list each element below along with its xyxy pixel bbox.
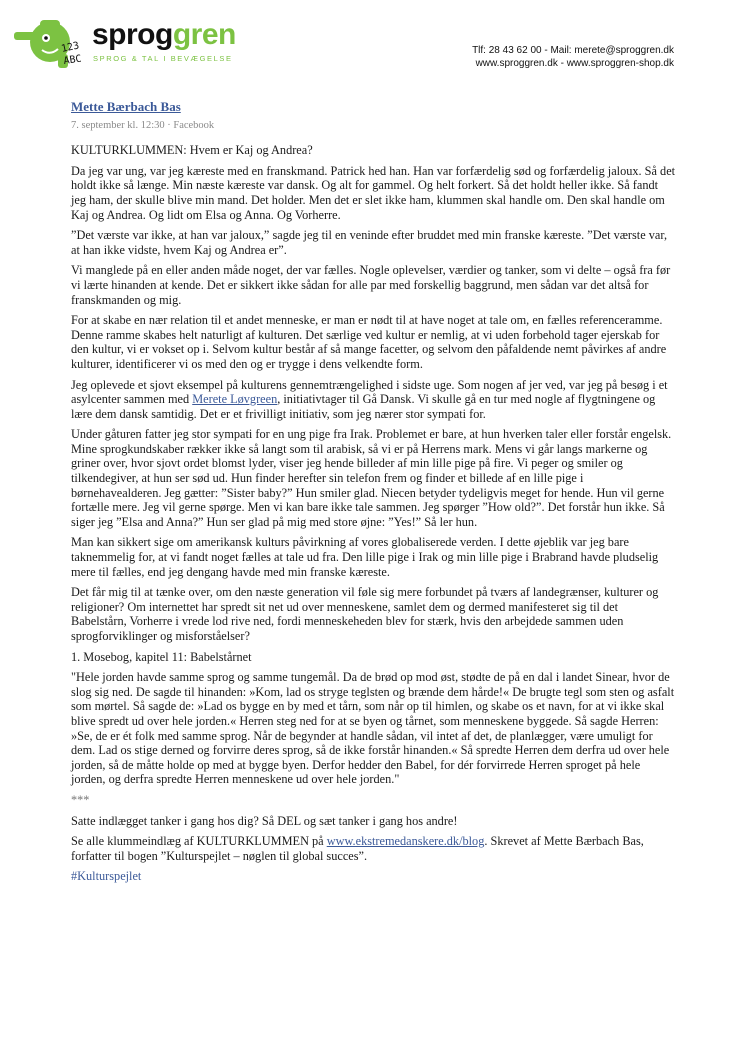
brand-part-gren: gren bbox=[172, 18, 236, 51]
brand-name bbox=[92, 18, 236, 52]
post-meta: 7. september kl. 12:30 · Facebook bbox=[71, 119, 215, 131]
brand-part-sprog: sprog bbox=[92, 18, 173, 51]
page-header bbox=[0, 0, 746, 90]
paragraph-5 bbox=[71, 378, 676, 422]
post-content bbox=[71, 100, 676, 890]
blog-reference bbox=[71, 834, 676, 863]
paragraph-2: ”Det værste var ikke, at han var jaloux,” sagde jeg til en veninde efter bruddet med min franske kæreste. ”Det værste var, at han ikke vidste, hvem Kaj og Andrea er”. bbox=[71, 228, 668, 257]
contact-websites: www.sproggren.dk - www.sproggren-shop.dk bbox=[475, 58, 674, 69]
blog-reference-text-after: . Skrevet af Mette Bærbach Bas, forfatter til bogen ”Kulturspejlet – nøglen til global succes”. bbox=[71, 834, 644, 863]
paragraph-3: Vi manglede på en eller anden måde noget, der var fælles. Nogle oplevelser, værdier og tanker, som vi delte – også fra før vi lærte hinanden at kende. Det er sikkert ikke sådan for alle par med forskellig baggrund, men sådan var det altså for franskmanden og mig. bbox=[71, 263, 671, 307]
post-author-link[interactable]: Mette Bærbach Bas bbox=[71, 99, 181, 114]
merete-lovgreen-link[interactable]: Merete Løvgreen bbox=[192, 392, 278, 407]
svg-text:ABC: ABC bbox=[62, 53, 83, 67]
section-divider: *** bbox=[71, 792, 90, 807]
post-title: KULTURKLUMMEN: Hvem er Kaj og Andrea? bbox=[71, 143, 313, 158]
paragraph-7: Man kan sikkert sige om amerikansk kulturs påvirkning af vores globaliserede verden. I dette øjeblik var jeg bare taknemmelig for, at vi fandt noget fælles at tale ud fra. Den lille pige i Irak og min lille pige i Brabrand havde pludselig mere til fælles, end jeg dengang havde med min franske kæreste. bbox=[71, 535, 659, 579]
paragraph-5-text-before: Jeg oplevede et sjovt eksempel på kulturens gennemtrængelighed i sidste uge. Som nogen af jer ved, var jeg på besøg i et asylcenter sammen med bbox=[71, 377, 668, 407]
paragraph-1: Da jeg var ung, var jeg kæreste med en franskmand. Patrick hed han. Han var forfærdelig sød og forfærdelig jaloux. Så det holdt ikke så længe. Min næste kæreste var dansk. Og alt for gammel. Og helt forkert. Så det holdt heller ikke. Så fandt jeg ham, der skulle blive min mand. Det holder. Men det er slet ikke ham, klummen skal handle om. Den skal handle om Kaj og Andrea. Og lidt om Elsa og Anna. Og Vorherre. bbox=[71, 163, 676, 222]
paragraph-4: For at skabe en nær relation til et andet menneske, er man er nødt til at have noget at tale om, en fælles referenceramme. Denne ramme skabes helt naturligt af kulturen. Det særlige ved kultur er nemlig, at vi uden forbehold tager ejerskab for den kultur, vi er vokset op i. Selvom kultur består af så mange facetter, og selvom den påfaldende nemt påvirkes af andre kulturer, identificerer vi os med den og er trygge i dens velkendte form. bbox=[71, 313, 667, 371]
paragraph-6: Under gåturen fatter jeg stor sympati for en ung pige fra Irak. Problemet er bare, at hun hverken taler eller forstår engelsk. Mine sprogkundskaber rækker ikke så langt som til arabisk, så vi er på Herrens mark. Mens vi går langs markerne og griner over, hvor sjovt ordet blomst lyder, viser jeg hende billeder af min lille pige på fire. Vi peger og smiler og tilkendegiver, at hun ser sød ud. Hun finder herefter sin telefon frem og finder et billede af en lille pige i børnehavealderen. Jeg gætter: ”Sister baby?” Hun smiler glad. Niecen betyder tydeligvis meget for hende. Hun vil gerne fortælle mere. Jeg vil gerne spørge. Men vi kan bare ikke tale sammen. Jeg spørger ”How old?”. Det forstår hun ikke. Så siger jeg ”Elsa and Anna?” Hun ser glad på mig med store øjne: ”Yes!” Så ler hun. bbox=[71, 427, 672, 529]
brand-tagline: SPROG & TAL I BEVÆGELSE bbox=[93, 54, 233, 63]
hashtag-link[interactable]: #Kulturspejlet bbox=[71, 869, 142, 884]
share-call-to-action: Satte indlægget tanker i gang hos dig? Så DEL og sæt tanker i gang hos andre! bbox=[71, 813, 458, 828]
scripture-quote: "Hele jorden havde samme sprog og samme tungemål. Da de brød op mod øst, stødte de på en dal i landet Sinear, hvor de slog sig ned. De sagde til hinanden: »Kom, lad os stryge teglsten og brænde dem hårde!« De brugte tegl som sten og asfalt som mørtel. Så sagde de: »Lad os bygge en by med et tårn, som når op til himlen, og skabe os et navn, for at vi ikke skal blive spredt ud over hele jorden.« Herren steg ned for at se byen og tårnet, som menneskene byggede. Så sagde Herren: »Se, de er ét folk med samme sprog. Når de begynder at handle sådan, vil intet af det, de planlægger, være umuligt for dem. Lad os stige derned og forvirre deres sprog, så de ikke forstår hinanden.« Så spredte Herren dem derfra ud over hele jorden, så de måtte holde op med at bygge byen. Derfor hedder den Babel, for dér forvirrede Herren sproget på hele jorden, og derfra spredte Herren menneskene ud over hele jorden." bbox=[71, 670, 675, 787]
paragraph-8: Det får mig til at tænke over, om den næste generation vil føle sig mere forbundet på tværs af landegrænser, kulturer og religioner? Om internettet har spredt sit net ud over menneskene, samlet dem og dermed manifesteret sig til det Babelstårn, Vorherre i vrede lod rive ned, fordi menneskeheden blev for stærk, hvis den arbejdede sammen uden sprogforviklinger og misforståelser? bbox=[71, 585, 659, 643]
svg-text:123: 123 bbox=[60, 40, 81, 55]
scripture-reference: 1. Mosebog, kapitel 11: Babelstårnet bbox=[71, 649, 252, 664]
blog-link[interactable]: www.ekstremedanskere.dk/blog bbox=[326, 834, 485, 849]
blog-reference-text-before: Se alle klummeindlæg af KULTURKLUMMEN på bbox=[71, 834, 327, 849]
contact-info bbox=[472, 44, 674, 70]
contact-phone-mail: Tlf: 28 43 62 00 - Mail: merete@sproggren.dk bbox=[472, 45, 674, 56]
paragraph-5-text-after: , initiativtager til Gå Dansk. Vi skulle gå en tur med nogle af flygtningene og lære dem dansk samtidig. Det er et frivilligt initiativ, som jeg nærer stor sympati for. bbox=[71, 392, 656, 421]
